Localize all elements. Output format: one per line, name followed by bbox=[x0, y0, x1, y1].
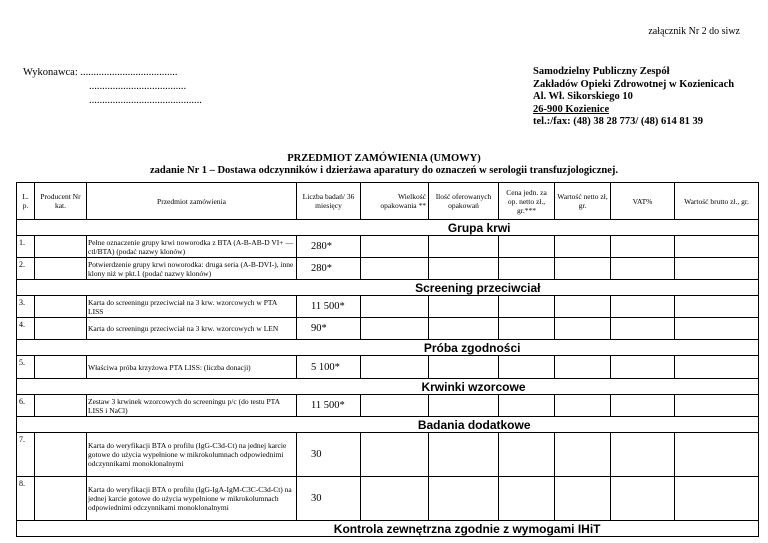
cell-unit-price[interactable] bbox=[499, 318, 555, 340]
cell-package[interactable] bbox=[361, 477, 429, 521]
table-row bbox=[17, 395, 759, 417]
table-row bbox=[17, 318, 759, 340]
row-description: Pełne oznaczenie grupy krwi noworodka z BTA (A-B-AB-D VI+ —ctl/BTA) (podać nazwy klonów) bbox=[87, 236, 297, 258]
row-description: Zestaw 3 krwinek wzorcowych do screeningu p/c (do testu PTA LISS i NaCl) bbox=[87, 395, 297, 417]
col-offered: Ilość oferowanych opakowań bbox=[429, 183, 499, 220]
row-tests: 5 100* bbox=[297, 356, 361, 379]
cell-offered[interactable] bbox=[429, 258, 499, 280]
cell-package[interactable] bbox=[361, 318, 429, 340]
cell-producer[interactable] bbox=[35, 318, 87, 340]
section-title: Badania dodatkowe bbox=[87, 417, 611, 433]
row-lp: 7. bbox=[17, 433, 35, 477]
section-title: Screening przeciwciał bbox=[87, 280, 611, 296]
cell-vat[interactable] bbox=[611, 433, 675, 477]
cell-offered[interactable] bbox=[429, 296, 499, 318]
cell-producer[interactable] bbox=[35, 258, 87, 280]
cell-producer[interactable] bbox=[35, 296, 87, 318]
row-description: Karta do screeningu przeciwciał na 3 krw. wzorcowych w PTA LISS bbox=[87, 296, 297, 318]
cell-offered[interactable] bbox=[429, 356, 499, 379]
orderer-street: Al. Wł. Sikorskiego 10 bbox=[533, 91, 633, 102]
cell-net-value[interactable] bbox=[555, 395, 611, 417]
annex-label: załącznik Nr 2 do siwz bbox=[648, 26, 740, 37]
orderer-name-2: Zakładów Opieki Zdrowotnej w Kozienicach bbox=[533, 78, 735, 90]
table-row bbox=[17, 356, 759, 379]
cell-producer[interactable] bbox=[35, 236, 87, 258]
cell-unit-price[interactable] bbox=[499, 395, 555, 417]
table-row bbox=[17, 296, 759, 318]
cell-unit-price[interactable] bbox=[499, 296, 555, 318]
row-lp: 1. bbox=[17, 236, 35, 258]
col-subject: Przedmiot zamówienia bbox=[87, 183, 297, 220]
cell-offered[interactable] bbox=[429, 395, 499, 417]
cell-unit-price[interactable] bbox=[499, 356, 555, 379]
orderer-name-1: Samodzielny Publiczny Zespół bbox=[533, 66, 670, 77]
document-title: PRZEDMIOT ZAMÓWIENIA (UMOWY) bbox=[287, 153, 481, 164]
cell-vat[interactable] bbox=[611, 395, 675, 417]
table-row bbox=[17, 433, 759, 477]
row-lp: 3. bbox=[17, 296, 35, 318]
cell-net-value[interactable] bbox=[555, 356, 611, 379]
cell-package[interactable] bbox=[361, 296, 429, 318]
cell-producer[interactable] bbox=[35, 356, 87, 379]
cell-unit-price[interactable] bbox=[499, 433, 555, 477]
col-gross-value: Wartość brutto zł., gr. bbox=[675, 183, 759, 220]
cell-gross-value[interactable] bbox=[675, 258, 759, 280]
col-lp: L. p. bbox=[17, 183, 35, 220]
cell-package[interactable] bbox=[361, 433, 429, 477]
row-lp: 6. bbox=[17, 395, 35, 417]
cell-net-value[interactable] bbox=[555, 318, 611, 340]
cell-net-value[interactable] bbox=[555, 433, 611, 477]
cell-package[interactable] bbox=[361, 236, 429, 258]
cell-net-value[interactable] bbox=[555, 236, 611, 258]
cell-gross-value[interactable] bbox=[675, 318, 759, 340]
row-description: Karta do weryfikacji BTA o profilu (IgG-IgA-IgM-C3C-C3d-Ct) na jednej karcie gotowe do użycia wypełnione w mikrokolumnach odpowiednimi odczynnikami monoklonalnymi bbox=[87, 477, 297, 521]
cell-net-value[interactable] bbox=[555, 296, 611, 318]
row-tests: 280* bbox=[297, 258, 361, 280]
section-row bbox=[17, 417, 759, 433]
cell-vat[interactable] bbox=[611, 296, 675, 318]
section-row bbox=[17, 521, 759, 537]
row-description: Karta do weryfikacji BTA o profilu (IgG-C3d-Ct) na jednej karcie gotowe do użycia wypełnione w mikrokolumnach odpowiednimi odczynnikami monoklonalnymi bbox=[87, 433, 297, 477]
section-row bbox=[17, 280, 759, 296]
table-row bbox=[17, 258, 759, 280]
cell-producer[interactable] bbox=[35, 433, 87, 477]
cell-package[interactable] bbox=[361, 258, 429, 280]
contractor-block bbox=[23, 66, 202, 108]
col-unit-price: Cena jedn. za op. netto zł., gr.*** bbox=[499, 183, 555, 220]
cell-net-value[interactable] bbox=[555, 477, 611, 521]
row-description: Właściwa próba krzyżowa PTA LISS: (liczba donacji) bbox=[87, 356, 297, 379]
section-row bbox=[17, 220, 759, 236]
row-lp: 2. bbox=[17, 258, 35, 280]
cell-gross-value[interactable] bbox=[675, 395, 759, 417]
document-subtitle: zadanie Nr 1 – Dostawa odczynników i dzierżawa aparatury do oznaczeń w serologii transfuzjologicznej. bbox=[150, 164, 618, 176]
row-tests: 280* bbox=[297, 236, 361, 258]
row-description: Karta do screeningu przeciwciał na 3 krw. wzorcowych w LEN bbox=[87, 318, 297, 340]
col-package: Wielkość opakowania ** bbox=[361, 183, 429, 220]
contractor-line-3: ........................................... bbox=[89, 95, 202, 106]
section-title: Próba zgodności bbox=[87, 340, 611, 356]
cell-producer[interactable] bbox=[35, 477, 87, 521]
cell-gross-value[interactable] bbox=[675, 477, 759, 521]
section-title: Krwinki wzorcowe bbox=[87, 379, 611, 395]
row-lp: 4. bbox=[17, 318, 35, 340]
col-producer: Producent Nr kat. bbox=[35, 183, 87, 220]
cell-vat[interactable] bbox=[611, 477, 675, 521]
row-description: Potwierdzenie grupy krwi noworodka: druga seria (A-B-DVI-), inne klony niż w pkt.1 (podać nazwy klonów) bbox=[87, 258, 297, 280]
cell-vat[interactable] bbox=[611, 258, 675, 280]
contractor-line-1: ..................................... bbox=[80, 67, 178, 78]
table-row bbox=[17, 236, 759, 258]
cell-net-value[interactable] bbox=[555, 258, 611, 280]
document-heading bbox=[0, 153, 768, 176]
orderer-city: 26-900 Kozienice bbox=[533, 103, 610, 115]
section-title: Grupa krwi bbox=[87, 220, 611, 236]
col-vat: VAT% bbox=[611, 183, 675, 220]
contractor-line-2: ..................................... bbox=[89, 81, 187, 92]
col-net-value: Wartość netto zł, gr. bbox=[555, 183, 611, 220]
table-row bbox=[17, 477, 759, 521]
orderer-phone: tel.:/fax: (48) 38 28 773/ (48) 614 81 39 bbox=[533, 116, 704, 127]
order-table bbox=[16, 182, 759, 537]
cell-offered[interactable] bbox=[429, 318, 499, 340]
cell-package[interactable] bbox=[361, 395, 429, 417]
cell-offered[interactable] bbox=[429, 477, 499, 521]
row-lp: 8. bbox=[17, 477, 35, 521]
cell-unit-price[interactable] bbox=[499, 258, 555, 280]
section-row bbox=[17, 379, 759, 395]
cell-unit-price[interactable] bbox=[499, 236, 555, 258]
table-header-row bbox=[17, 183, 759, 220]
row-tests: 30 bbox=[297, 433, 361, 477]
cell-offered[interactable] bbox=[429, 433, 499, 477]
cell-offered[interactable] bbox=[429, 236, 499, 258]
cell-gross-value[interactable] bbox=[675, 433, 759, 477]
orderer-block bbox=[533, 66, 734, 129]
cell-gross-value[interactable] bbox=[675, 296, 759, 318]
col-tests: Liczba badań/ 36 miesięcy bbox=[297, 183, 361, 220]
row-tests: 11 500* bbox=[297, 296, 361, 318]
section-row bbox=[17, 340, 759, 356]
cell-vat[interactable] bbox=[611, 318, 675, 340]
row-lp: 5. bbox=[17, 356, 35, 379]
row-tests: 30 bbox=[297, 477, 361, 521]
contractor-label: Wykonawca: bbox=[23, 67, 78, 78]
cell-vat[interactable] bbox=[611, 356, 675, 379]
cell-unit-price[interactable] bbox=[499, 477, 555, 521]
cell-gross-value[interactable] bbox=[675, 236, 759, 258]
cell-package[interactable] bbox=[361, 356, 429, 379]
row-tests: 11 500* bbox=[297, 395, 361, 417]
cell-vat[interactable] bbox=[611, 236, 675, 258]
row-tests: 90* bbox=[297, 318, 361, 340]
section-title: Kontrola zewnętrzna zgodnie z wymogami IHiT bbox=[87, 521, 611, 537]
cell-producer[interactable] bbox=[35, 395, 87, 417]
cell-gross-value[interactable] bbox=[675, 356, 759, 379]
